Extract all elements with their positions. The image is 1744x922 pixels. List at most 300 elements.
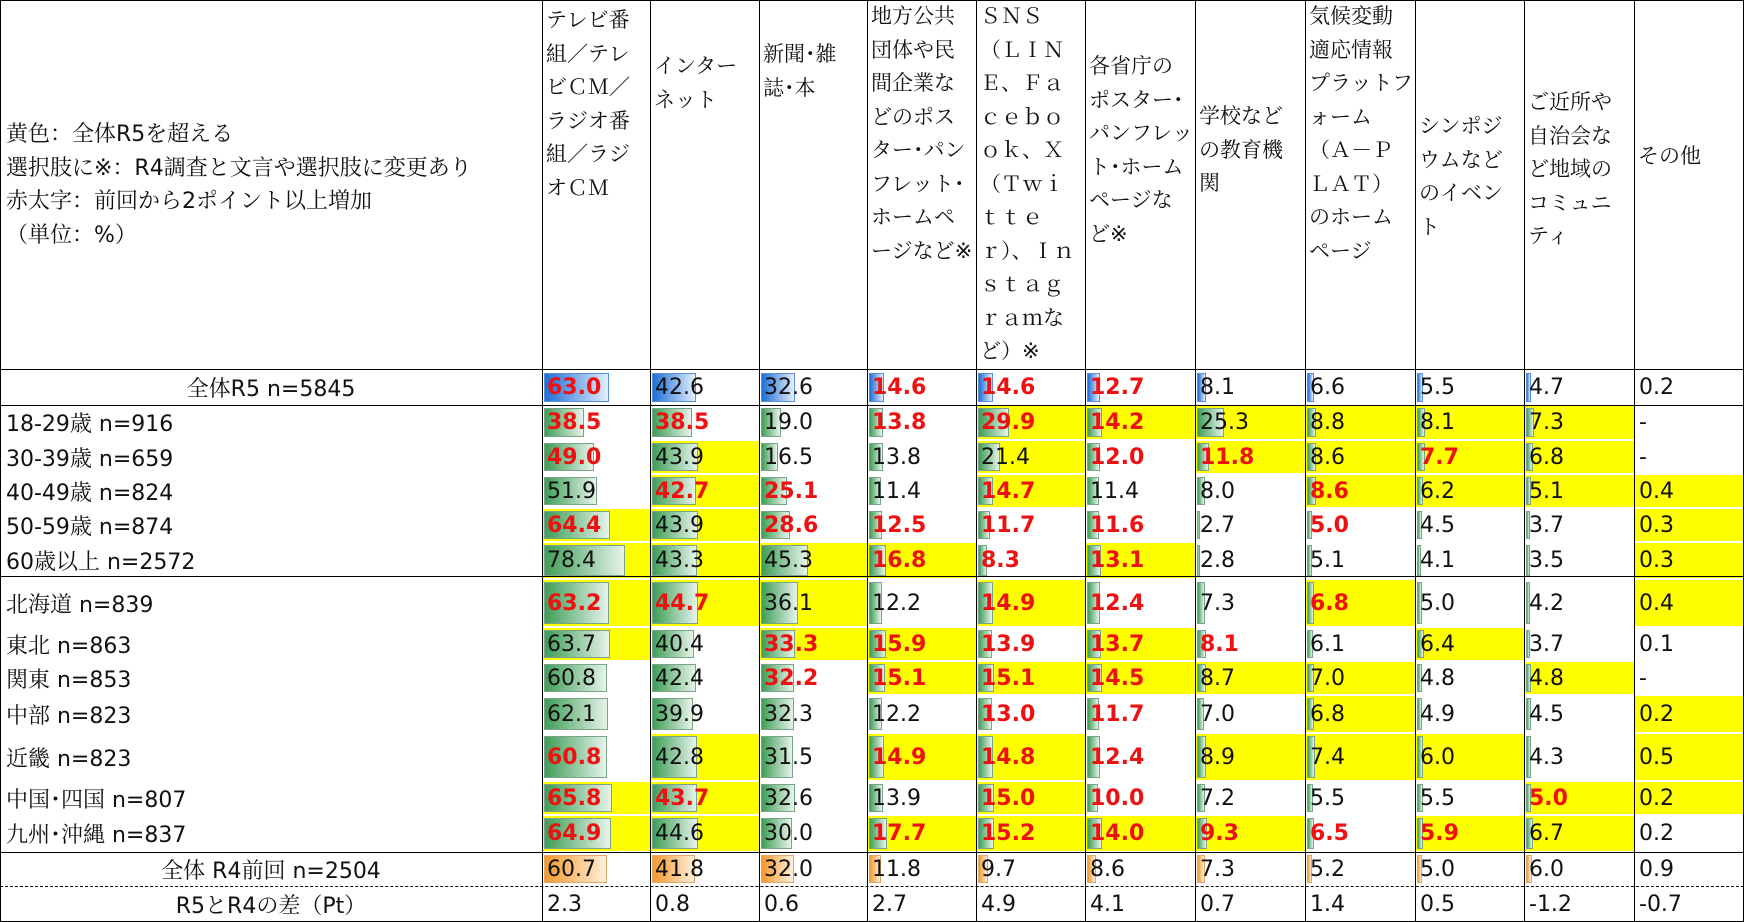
data-cell <box>543 542 650 579</box>
cell-value: 39.9 <box>655 701 704 727</box>
cell-value: 5.0 <box>1420 856 1455 882</box>
cell-value: 5.5 <box>1310 785 1345 811</box>
data-cell <box>1525 852 1634 886</box>
data-cell <box>1525 474 1634 508</box>
cell-value: 1.4 <box>1310 891 1345 917</box>
legend-unit: （単位：%） <box>6 222 137 248</box>
row-label: 全体R5 n=5845 <box>186 377 356 402</box>
data-cell <box>1416 661 1524 695</box>
cell-value: 12.7 <box>1090 375 1145 400</box>
data-cell <box>1196 661 1305 695</box>
cell-value: 29.9 <box>981 410 1036 435</box>
column-header-9: シンポジウムなどのイベント <box>1419 114 1503 239</box>
data-cell <box>977 405 1085 440</box>
data-cell <box>760 474 867 508</box>
data-cell <box>1196 852 1305 886</box>
cell-value: 7.4 <box>1310 744 1345 770</box>
data-cell <box>543 440 650 474</box>
cell-value: 6.8 <box>1310 701 1345 727</box>
row-label: 50-59歳 n=874 <box>6 514 174 540</box>
cell-value: 51.9 <box>547 478 596 504</box>
grid-line <box>0 576 1744 577</box>
grid-line <box>1085 0 1086 922</box>
cell-value: 2.7 <box>872 891 907 917</box>
cell-value: 14.5 <box>1090 665 1145 691</box>
cell-value: 19.0 <box>764 410 813 435</box>
data-cell <box>1416 474 1524 508</box>
data-cell <box>868 781 976 815</box>
cell-value: 0.3 <box>1639 512 1674 538</box>
cell-value: 10.0 <box>1090 785 1145 811</box>
cell-value: 5.0 <box>1529 785 1568 811</box>
data-cell <box>977 579 1085 627</box>
cell-value: 5.1 <box>1310 548 1345 573</box>
cell-value: 6.4 <box>1420 631 1455 657</box>
cell-value: 12.2 <box>872 590 921 616</box>
cell-value: 0.5 <box>1639 744 1674 770</box>
data-cell <box>1525 781 1634 815</box>
cell-value: 14.9 <box>872 744 927 770</box>
data-cell <box>760 440 867 474</box>
cell-value: 2.7 <box>1200 512 1235 538</box>
data-cell <box>868 370 976 405</box>
cell-value: 4.9 <box>1420 701 1455 727</box>
cell-value: 5.0 <box>1310 512 1349 538</box>
cell-value: 5.1 <box>1529 478 1564 504</box>
data-cell <box>1525 579 1634 627</box>
data-cell <box>543 852 650 886</box>
cell-value: 42.7 <box>655 478 710 504</box>
cell-value: 8.3 <box>981 548 1020 573</box>
data-cell <box>1306 733 1415 781</box>
data-cell <box>760 508 867 542</box>
data-cell <box>1196 405 1305 440</box>
cell-value: 13.0 <box>981 701 1036 727</box>
cell-value: 6.1 <box>1310 631 1345 657</box>
cell-value: 5.5 <box>1420 785 1455 811</box>
grid-line <box>0 369 1744 370</box>
cell-value: - <box>1639 410 1647 435</box>
data-cell <box>1306 405 1415 440</box>
grid-line <box>1524 0 1525 922</box>
data-cell <box>543 370 650 405</box>
data-cell <box>977 661 1085 695</box>
grid-line <box>0 0 1 922</box>
data-cell <box>1635 815 1744 852</box>
legend-asterisk: 選択肢に※：R4調査と文言や選択肢に変更あり <box>6 155 472 181</box>
data-cell <box>1196 474 1305 508</box>
column-header-10: ご近所や自治会など地域のコミュニティ <box>1528 90 1612 248</box>
cell-value: 13.8 <box>872 444 921 470</box>
data-cell <box>651 508 759 542</box>
cell-value: 42.8 <box>655 744 704 770</box>
data-cell <box>868 405 976 440</box>
cell-value: 3.7 <box>1529 631 1564 657</box>
cell-value: 15.0 <box>981 785 1036 811</box>
cell-value: 42.6 <box>655 375 704 400</box>
data-cell <box>1416 733 1524 781</box>
cell-value: 49.0 <box>547 444 602 470</box>
data-cell <box>1086 440 1195 474</box>
data-cell <box>1306 542 1415 579</box>
data-cell <box>1196 627 1305 661</box>
data-cell <box>868 474 976 508</box>
data-cell <box>868 627 976 661</box>
data-cell <box>1086 695 1195 733</box>
data-cell <box>651 542 759 579</box>
cell-value: 7.3 <box>1529 410 1564 435</box>
grid-line <box>1415 0 1416 922</box>
data-cell <box>1416 579 1524 627</box>
data-cell <box>1306 695 1415 733</box>
data-cell <box>543 781 650 815</box>
cell-value: 17.7 <box>872 821 927 846</box>
data-cell <box>1086 852 1195 886</box>
data-cell <box>651 440 759 474</box>
cell-value: 14.7 <box>981 478 1036 504</box>
data-cell <box>760 695 867 733</box>
cell-value: 45.3 <box>764 548 813 573</box>
cell-value: 4.8 <box>1420 665 1455 691</box>
cell-value: 0.6 <box>764 891 799 917</box>
data-cell <box>868 852 976 886</box>
cell-value: 8.1 <box>1420 410 1455 435</box>
cell-value: 5.0 <box>1420 590 1455 616</box>
cell-value: 5.5 <box>1420 375 1455 400</box>
cell-value: 8.1 <box>1200 375 1235 400</box>
cell-value: 8.0 <box>1200 478 1235 504</box>
cell-value: 2.3 <box>547 891 582 917</box>
data-cell <box>868 661 976 695</box>
cell-value: 21.4 <box>981 444 1030 470</box>
cell-value: 38.5 <box>547 410 602 435</box>
cell-value: 7.3 <box>1200 856 1235 882</box>
data-cell <box>760 542 867 579</box>
cell-value: 4.5 <box>1420 512 1455 538</box>
data-cell <box>760 886 867 922</box>
data-cell <box>760 661 867 695</box>
data-cell <box>1086 627 1195 661</box>
data-cell <box>760 405 867 440</box>
cell-value: 32.6 <box>764 375 813 400</box>
cell-value: 3.5 <box>1529 548 1564 573</box>
cell-value: 8.9 <box>1200 744 1235 770</box>
data-cell <box>1086 542 1195 579</box>
data-cell <box>1086 815 1195 852</box>
row-label: 東北 n=863 <box>6 633 132 659</box>
data-cell <box>760 781 867 815</box>
column-header-8: 気候変動適応情報プラットフォーム（Ａ－ＰＬＡＴ）のホームページ <box>1309 4 1413 263</box>
row-label: 30-39歳 n=659 <box>6 446 174 472</box>
data-cell <box>543 405 650 440</box>
data-cell <box>1416 781 1524 815</box>
cell-value: 6.2 <box>1420 478 1455 504</box>
data-cell <box>977 440 1085 474</box>
cell-value: 12.5 <box>872 512 927 538</box>
cell-value: 60.7 <box>547 856 596 882</box>
cell-value: 43.7 <box>655 785 710 811</box>
data-cell <box>1086 508 1195 542</box>
data-cell <box>1306 508 1415 542</box>
data-cell <box>760 852 867 886</box>
cell-value: 4.1 <box>1420 548 1455 573</box>
grid-line-dashed <box>0 886 1744 887</box>
data-cell <box>1196 733 1305 781</box>
cell-value: 32.0 <box>764 856 813 882</box>
data-cell <box>1086 405 1195 440</box>
data-cell <box>1525 370 1634 405</box>
cell-value: 4.5 <box>1529 701 1564 727</box>
data-cell <box>760 733 867 781</box>
cell-value: 40.4 <box>655 631 704 657</box>
data-cell <box>651 579 759 627</box>
cell-value: 4.9 <box>981 891 1016 917</box>
cell-value: 12.0 <box>1090 444 1145 470</box>
cell-value: 8.6 <box>1310 444 1345 470</box>
cell-value: 43.3 <box>655 548 704 573</box>
data-cell <box>977 627 1085 661</box>
data-cell <box>977 474 1085 508</box>
cell-value: 0.2 <box>1639 701 1674 727</box>
cell-value: 36.1 <box>764 590 813 616</box>
cell-value: 0.2 <box>1639 785 1674 811</box>
data-cell <box>1306 886 1415 922</box>
cell-value: 41.8 <box>655 856 704 882</box>
data-cell <box>1196 542 1305 579</box>
cell-value: 25.3 <box>1200 410 1249 435</box>
data-cell <box>1196 508 1305 542</box>
cell-value: 60.8 <box>547 744 602 770</box>
cell-value: 11.8 <box>872 856 921 882</box>
cell-value: 6.8 <box>1310 590 1349 616</box>
cell-value: 7.2 <box>1200 785 1235 811</box>
cell-value: 14.9 <box>981 590 1036 616</box>
data-cell <box>1416 440 1524 474</box>
data-cell <box>977 886 1085 922</box>
data-cell <box>977 781 1085 815</box>
cell-value: 14.8 <box>981 744 1036 770</box>
cell-value: 6.0 <box>1529 856 1564 882</box>
cell-value: 31.5 <box>764 744 813 770</box>
column-header-5: ＳＮＳ（ＬＩＮＥ、Ｆａｃｅｂｏｏｋ、Ｘ（Ｔｗｉｔｔｅｒ）、Ｉｎｓｔａｇｒａｍなど）※ <box>980 4 1075 363</box>
cell-value: 64.9 <box>547 821 602 846</box>
cell-value: 0.8 <box>655 891 690 917</box>
cell-value: 6.6 <box>1310 375 1345 400</box>
data-cell <box>1416 542 1524 579</box>
cell-value: 6.5 <box>1310 821 1349 846</box>
data-cell <box>868 508 976 542</box>
cell-value: 0.7 <box>1200 891 1235 917</box>
cell-value: 0.4 <box>1639 590 1674 616</box>
data-cell <box>651 405 759 440</box>
cell-value: 43.9 <box>655 444 704 470</box>
grid-line <box>976 0 977 922</box>
cell-value: 33.3 <box>764 631 819 657</box>
data-cell <box>760 579 867 627</box>
data-cell <box>1306 815 1415 852</box>
cell-value: 28.6 <box>764 512 819 538</box>
cell-value: 6.8 <box>1529 444 1564 470</box>
data-cell <box>977 695 1085 733</box>
cell-value: 44.6 <box>655 821 704 846</box>
data-cell <box>868 542 976 579</box>
cell-value: 43.9 <box>655 512 704 538</box>
data-cell <box>977 733 1085 781</box>
cell-value: 13.9 <box>981 631 1036 657</box>
data-cell <box>1416 815 1524 852</box>
cell-value: 4.1 <box>1090 891 1125 917</box>
data-cell <box>1635 852 1744 886</box>
data-cell <box>1416 627 1524 661</box>
legend <box>0 118 540 252</box>
data-cell <box>1306 474 1415 508</box>
cell-value: 8.6 <box>1310 478 1349 504</box>
data-cell <box>868 695 976 733</box>
data-cell <box>651 695 759 733</box>
data-cell <box>1635 886 1744 922</box>
cell-value: 4.7 <box>1529 375 1564 400</box>
grid-line <box>1305 0 1306 922</box>
cell-value: 13.9 <box>872 785 921 811</box>
legend-red: 赤太字：前回から2ポイント以上増加 <box>6 189 372 214</box>
row-label: 18-29歳 n=916 <box>6 412 174 437</box>
data-cell <box>543 661 650 695</box>
data-cell <box>1635 695 1744 733</box>
cell-value: 15.1 <box>981 665 1036 691</box>
row-label: R5とR4の差（Pt） <box>175 893 367 919</box>
data-cell <box>1635 474 1744 508</box>
data-cell <box>1635 405 1744 440</box>
data-cell <box>1635 579 1744 627</box>
data-cell <box>1196 886 1305 922</box>
cell-value: 2.8 <box>1200 548 1235 573</box>
cell-value: 14.6 <box>981 375 1036 400</box>
data-cell <box>868 579 976 627</box>
data-cell <box>1635 627 1744 661</box>
data-cell <box>1086 781 1195 815</box>
row-label: 40-49歳 n=824 <box>6 480 174 506</box>
cell-value: 64.4 <box>547 512 602 538</box>
data-cell <box>651 733 759 781</box>
data-cell <box>1086 579 1195 627</box>
row-label: 全体 R4前回 n=2504 <box>161 858 381 884</box>
data-cell <box>760 370 867 405</box>
grid-line <box>650 0 651 922</box>
cell-value: 7.0 <box>1310 665 1345 691</box>
cell-value: 9.3 <box>1200 821 1239 846</box>
row-label: 近畿 n=823 <box>6 746 132 772</box>
data-cell <box>1525 542 1634 579</box>
data-cell <box>1416 370 1524 405</box>
cell-value: 63.2 <box>547 590 602 616</box>
data-cell <box>1635 733 1744 781</box>
column-header-6: 各省庁のポスター･パンフレット･ホームページなど※ <box>1089 54 1193 246</box>
cell-value: 32.2 <box>764 665 819 691</box>
data-cell <box>1635 440 1744 474</box>
cell-value: 0.9 <box>1639 856 1674 882</box>
column-header-3: 新聞･雑誌･本 <box>763 42 837 100</box>
row-label: 北海道 n=839 <box>6 592 154 618</box>
cell-value: 11.4 <box>872 478 921 504</box>
column-header-7: 学校などの教育機関 <box>1199 104 1283 195</box>
cell-value: 11.6 <box>1090 512 1145 538</box>
data-cell <box>760 815 867 852</box>
row-label: 中国･四国 n=807 <box>6 787 187 813</box>
cell-value: 6.0 <box>1420 744 1455 770</box>
data-cell <box>543 695 650 733</box>
data-cell <box>1196 695 1305 733</box>
grid-line <box>0 0 1744 1</box>
data-cell <box>760 627 867 661</box>
cell-value: 7.3 <box>1200 590 1235 616</box>
cell-value: 32.6 <box>764 785 813 811</box>
data-cell <box>977 370 1085 405</box>
data-cell <box>1416 852 1524 886</box>
data-cell <box>543 815 650 852</box>
cell-value: 4.8 <box>1529 665 1564 691</box>
data-cell <box>1525 508 1634 542</box>
data-cell <box>1306 661 1415 695</box>
legend-yellow: 黄色：全体R5を超える <box>6 122 234 147</box>
cell-value: 0.2 <box>1639 375 1674 400</box>
cell-value: 13.8 <box>872 410 927 435</box>
data-cell <box>1306 852 1415 886</box>
data-cell <box>1635 508 1744 542</box>
row-label: 関東 n=853 <box>6 667 132 693</box>
data-cell <box>543 579 650 627</box>
data-cell <box>1416 695 1524 733</box>
data-cell <box>1306 579 1415 627</box>
cell-value: 60.8 <box>547 665 596 691</box>
row-label: 60歳以上 n=2572 <box>6 550 196 575</box>
cell-value: - <box>1639 444 1647 470</box>
cell-value: 8.8 <box>1310 410 1345 435</box>
grid-line <box>542 0 543 922</box>
row-label: 九州･沖縄 n=837 <box>6 823 187 848</box>
cell-value: 11.8 <box>1200 444 1255 470</box>
data-cell <box>1196 440 1305 474</box>
cell-value: 15.9 <box>872 631 927 657</box>
cell-value: 65.8 <box>547 785 602 811</box>
data-cell <box>868 886 976 922</box>
cell-value: 32.3 <box>764 701 813 727</box>
cell-value: 12.4 <box>1090 590 1145 616</box>
cell-value: 63.0 <box>547 375 602 400</box>
row-label: 中部 n=823 <box>6 703 132 729</box>
cell-value: 8.7 <box>1200 665 1235 691</box>
cell-value: 13.7 <box>1090 631 1145 657</box>
data-cell <box>651 474 759 508</box>
grid-line <box>867 0 868 922</box>
grid-line <box>1634 0 1635 922</box>
data-cell <box>543 886 650 922</box>
cell-value: - <box>1639 665 1647 691</box>
data-cell <box>1086 370 1195 405</box>
data-cell <box>977 542 1085 579</box>
column-header-2: インターネット <box>654 54 738 112</box>
cell-value: 7.0 <box>1200 701 1235 727</box>
data-cell <box>1635 781 1744 815</box>
cell-value: 15.1 <box>872 665 927 691</box>
data-cell <box>977 815 1085 852</box>
data-cell <box>1086 886 1195 922</box>
data-cell <box>1525 627 1634 661</box>
cell-value: 38.5 <box>655 410 710 435</box>
data-cell <box>977 508 1085 542</box>
data-cell <box>1635 542 1744 579</box>
data-cell <box>868 440 976 474</box>
data-cell <box>1306 370 1415 405</box>
